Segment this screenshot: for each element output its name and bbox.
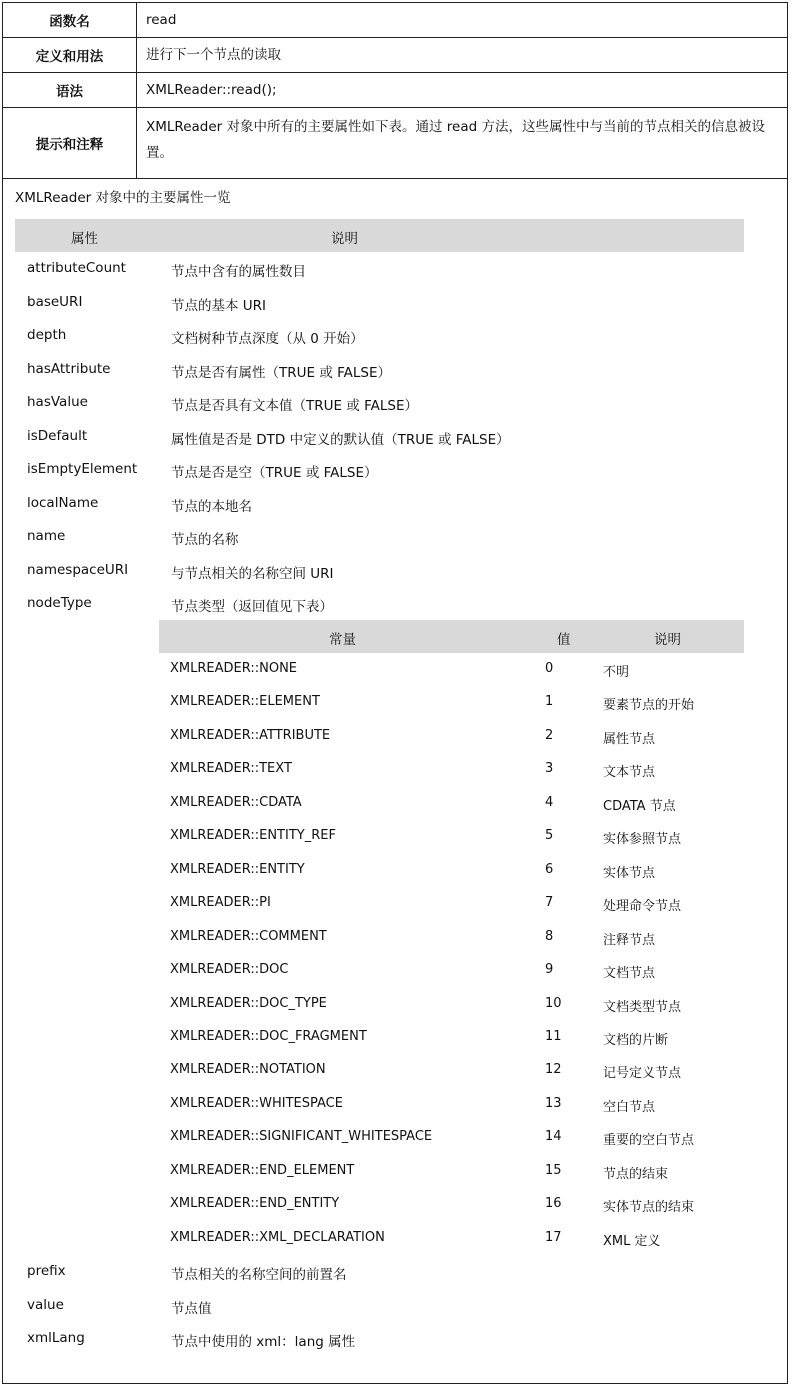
property-desc: 节点是否是空（TRUE 或 FALSE） xyxy=(171,465,378,481)
table-row xyxy=(159,887,744,920)
node-value: 7 xyxy=(545,895,554,911)
node-constant: XMLREADER::SIGNIFICANT_WHITESPACE xyxy=(170,1129,433,1145)
table-row xyxy=(159,686,744,719)
table-row xyxy=(159,954,744,987)
table-row xyxy=(159,1155,744,1188)
header-value: 进行下一个节点的读取 xyxy=(146,47,281,63)
node-desc: CDATA 节点 xyxy=(603,798,676,814)
node-constant: XMLREADER::XML_DECLARATION xyxy=(170,1229,385,1245)
node-constant: XMLREADER::ELEMENT xyxy=(170,694,320,710)
property-name: name xyxy=(27,528,66,544)
nodetype-col-value: 值 xyxy=(557,632,571,648)
node-value: 2 xyxy=(545,727,554,743)
header-label: 定义和用法 xyxy=(3,38,137,72)
node-constant: XMLREADER::END_ENTITY xyxy=(170,1196,340,1212)
property-name: nodeType xyxy=(27,595,92,611)
property-name: xmlLang xyxy=(27,1330,85,1346)
node-constant: XMLREADER::WHITESPACE xyxy=(170,1095,343,1111)
node-constant: XMLREADER::CDATA xyxy=(170,794,302,810)
property-desc: 节点相关的名称空间的前置名 xyxy=(171,1267,347,1283)
property-name: namespaceURI xyxy=(27,561,129,578)
table-row xyxy=(159,1222,744,1255)
property-desc: 节点是否有属性（TRUE 或 FALSE） xyxy=(171,364,392,381)
property-name: attributeCount xyxy=(27,260,126,276)
node-desc: 记号定义节点 xyxy=(603,1066,682,1082)
node-desc: 实体节点 xyxy=(603,865,656,881)
nodetype-col-const: 常量 xyxy=(329,632,356,648)
node-value: 5 xyxy=(545,828,554,844)
node-value: 11 xyxy=(545,1028,562,1044)
table-row xyxy=(15,1289,744,1322)
node-desc: 不明 xyxy=(603,665,630,680)
table-row xyxy=(15,252,744,285)
node-desc: 节点的结束 xyxy=(603,1166,669,1182)
table-row xyxy=(15,286,744,319)
property-desc: 节点中含有的属性数目 xyxy=(171,264,306,280)
header-label: 语法 xyxy=(3,73,137,107)
node-constant: XMLREADER::TEXT xyxy=(170,761,292,777)
node-desc: 文档节点 xyxy=(603,966,656,982)
table-row xyxy=(15,453,744,486)
node-constant: XMLREADER::PI xyxy=(170,895,271,911)
node-constant: XMLREADER::COMMENT xyxy=(170,928,327,944)
table-row xyxy=(15,353,744,386)
props-col-name: 属性 xyxy=(71,231,98,247)
node-desc: 文档的片断 xyxy=(603,1032,669,1048)
table-row xyxy=(15,420,744,453)
document-frame xyxy=(2,2,788,1384)
table-row xyxy=(15,319,744,352)
table-row xyxy=(15,1255,744,1288)
node-constant: XMLREADER::DOC_FRAGMENT xyxy=(170,1028,367,1044)
node-value: 4 xyxy=(545,794,554,810)
table-row xyxy=(159,921,744,954)
node-value: 6 xyxy=(545,861,554,877)
node-constant: XMLREADER::NOTATION xyxy=(170,1062,326,1078)
table-row xyxy=(159,720,744,753)
header-row-definition xyxy=(3,38,787,73)
header-row-function-name xyxy=(3,3,787,38)
node-constant: XMLREADER::END_ELEMENT xyxy=(170,1162,355,1178)
table-row xyxy=(15,1322,744,1355)
property-desc: 节点的基本 URI xyxy=(171,297,267,314)
nodetype-col-desc: 说明 xyxy=(654,632,681,648)
node-desc: 实体参照节点 xyxy=(603,832,682,848)
node-value: 3 xyxy=(545,761,554,777)
node-value: 0 xyxy=(545,661,554,676)
node-desc: 要素节点的开始 xyxy=(603,698,695,714)
node-desc: 文本节点 xyxy=(603,765,656,781)
table-caption: XMLReader 对象中的主要属性一览 xyxy=(15,190,231,206)
table-row xyxy=(159,820,744,853)
table-row xyxy=(159,1021,744,1054)
node-desc: 属性节点 xyxy=(603,731,656,747)
property-name: localName xyxy=(27,494,99,511)
property-name: prefix xyxy=(27,1263,66,1279)
header-value: XMLReader 对象中所有的主要属性如下表。通过 read 方法，这些属性中与当前的节点相关的信息被设置。 xyxy=(146,119,765,161)
node-desc: 处理命令节点 xyxy=(603,899,682,915)
property-desc: 节点的名称 xyxy=(171,532,239,548)
table-row xyxy=(159,988,744,1021)
table-row xyxy=(159,753,744,786)
property-desc: 节点值 xyxy=(171,1300,212,1317)
node-constant: XMLREADER::ATTRIBUTE xyxy=(170,727,331,743)
node-desc: 文档类型节点 xyxy=(603,999,682,1015)
node-value: 16 xyxy=(545,1196,562,1212)
property-desc: 文档树种节点深度（从 0 开始） xyxy=(171,331,364,347)
header-label: 提示和注释 xyxy=(3,108,137,178)
node-constant: XMLREADER::DOC xyxy=(170,962,289,978)
node-constant: XMLREADER::ENTITY xyxy=(170,861,305,877)
property-name: isDefault xyxy=(27,427,88,444)
node-desc: 实体节点的结束 xyxy=(603,1200,695,1216)
node-desc: 空白节点 xyxy=(603,1099,656,1115)
node-value: 1 xyxy=(545,694,554,710)
table-row xyxy=(159,1054,744,1087)
header-label: 函数名 xyxy=(3,3,137,37)
property-name: depth xyxy=(27,327,67,343)
property-name: hasValue xyxy=(27,394,88,410)
node-value: 12 xyxy=(545,1062,562,1078)
table-row xyxy=(159,854,744,887)
table-row xyxy=(159,1121,744,1154)
node-desc: 注释节点 xyxy=(603,932,656,948)
props-table-header xyxy=(15,219,744,252)
node-value: 10 xyxy=(545,995,562,1011)
node-value: 15 xyxy=(545,1162,562,1178)
property-desc: 节点的本地名 xyxy=(171,498,252,515)
property-name: hasAttribute xyxy=(27,360,111,377)
property-desc: 属性值是否是 DTD 中定义的默认值（TRUE 或 FALSE） xyxy=(171,431,510,448)
node-constant: XMLREADER::DOC_TYPE xyxy=(170,995,327,1011)
props-col-desc: 说明 xyxy=(331,231,358,247)
table-row xyxy=(159,1188,744,1221)
node-value: 14 xyxy=(545,1129,562,1145)
node-value: 13 xyxy=(545,1095,562,1111)
node-value: 8 xyxy=(545,928,554,944)
table-row xyxy=(159,653,744,686)
table-row xyxy=(159,787,744,820)
nodetype-table-header xyxy=(159,620,744,653)
table-row xyxy=(15,587,744,620)
property-name: isEmptyElement xyxy=(27,461,138,477)
node-constant: XMLREADER::NONE xyxy=(170,661,298,676)
node-value: 17 xyxy=(545,1229,562,1245)
table-row xyxy=(159,1088,744,1121)
table-row xyxy=(15,520,744,553)
table-row xyxy=(15,487,744,520)
property-name: value xyxy=(27,1296,64,1313)
table-row xyxy=(15,554,744,587)
header-row-notes xyxy=(3,108,787,179)
header-value: XMLReader::read(); xyxy=(146,82,277,98)
header-row-syntax xyxy=(3,73,787,108)
header-value: read xyxy=(146,12,177,28)
node-desc: XML 定义 xyxy=(603,1233,661,1249)
node-constant: XMLREADER::ENTITY_REF xyxy=(170,828,336,844)
property-desc: 节点类型（返回值见下表） xyxy=(171,599,333,615)
table-row xyxy=(15,386,744,419)
property-desc: 节点中使用的 xml：lang 属性 xyxy=(171,1334,356,1350)
node-desc: 重要的空白节点 xyxy=(603,1133,695,1149)
property-desc: 与节点相关的名称空间 URI xyxy=(171,565,334,582)
property-name: baseURI xyxy=(27,293,83,310)
node-value: 9 xyxy=(545,962,554,978)
property-desc: 节点是否具有文本值（TRUE 或 FALSE） xyxy=(171,398,419,414)
